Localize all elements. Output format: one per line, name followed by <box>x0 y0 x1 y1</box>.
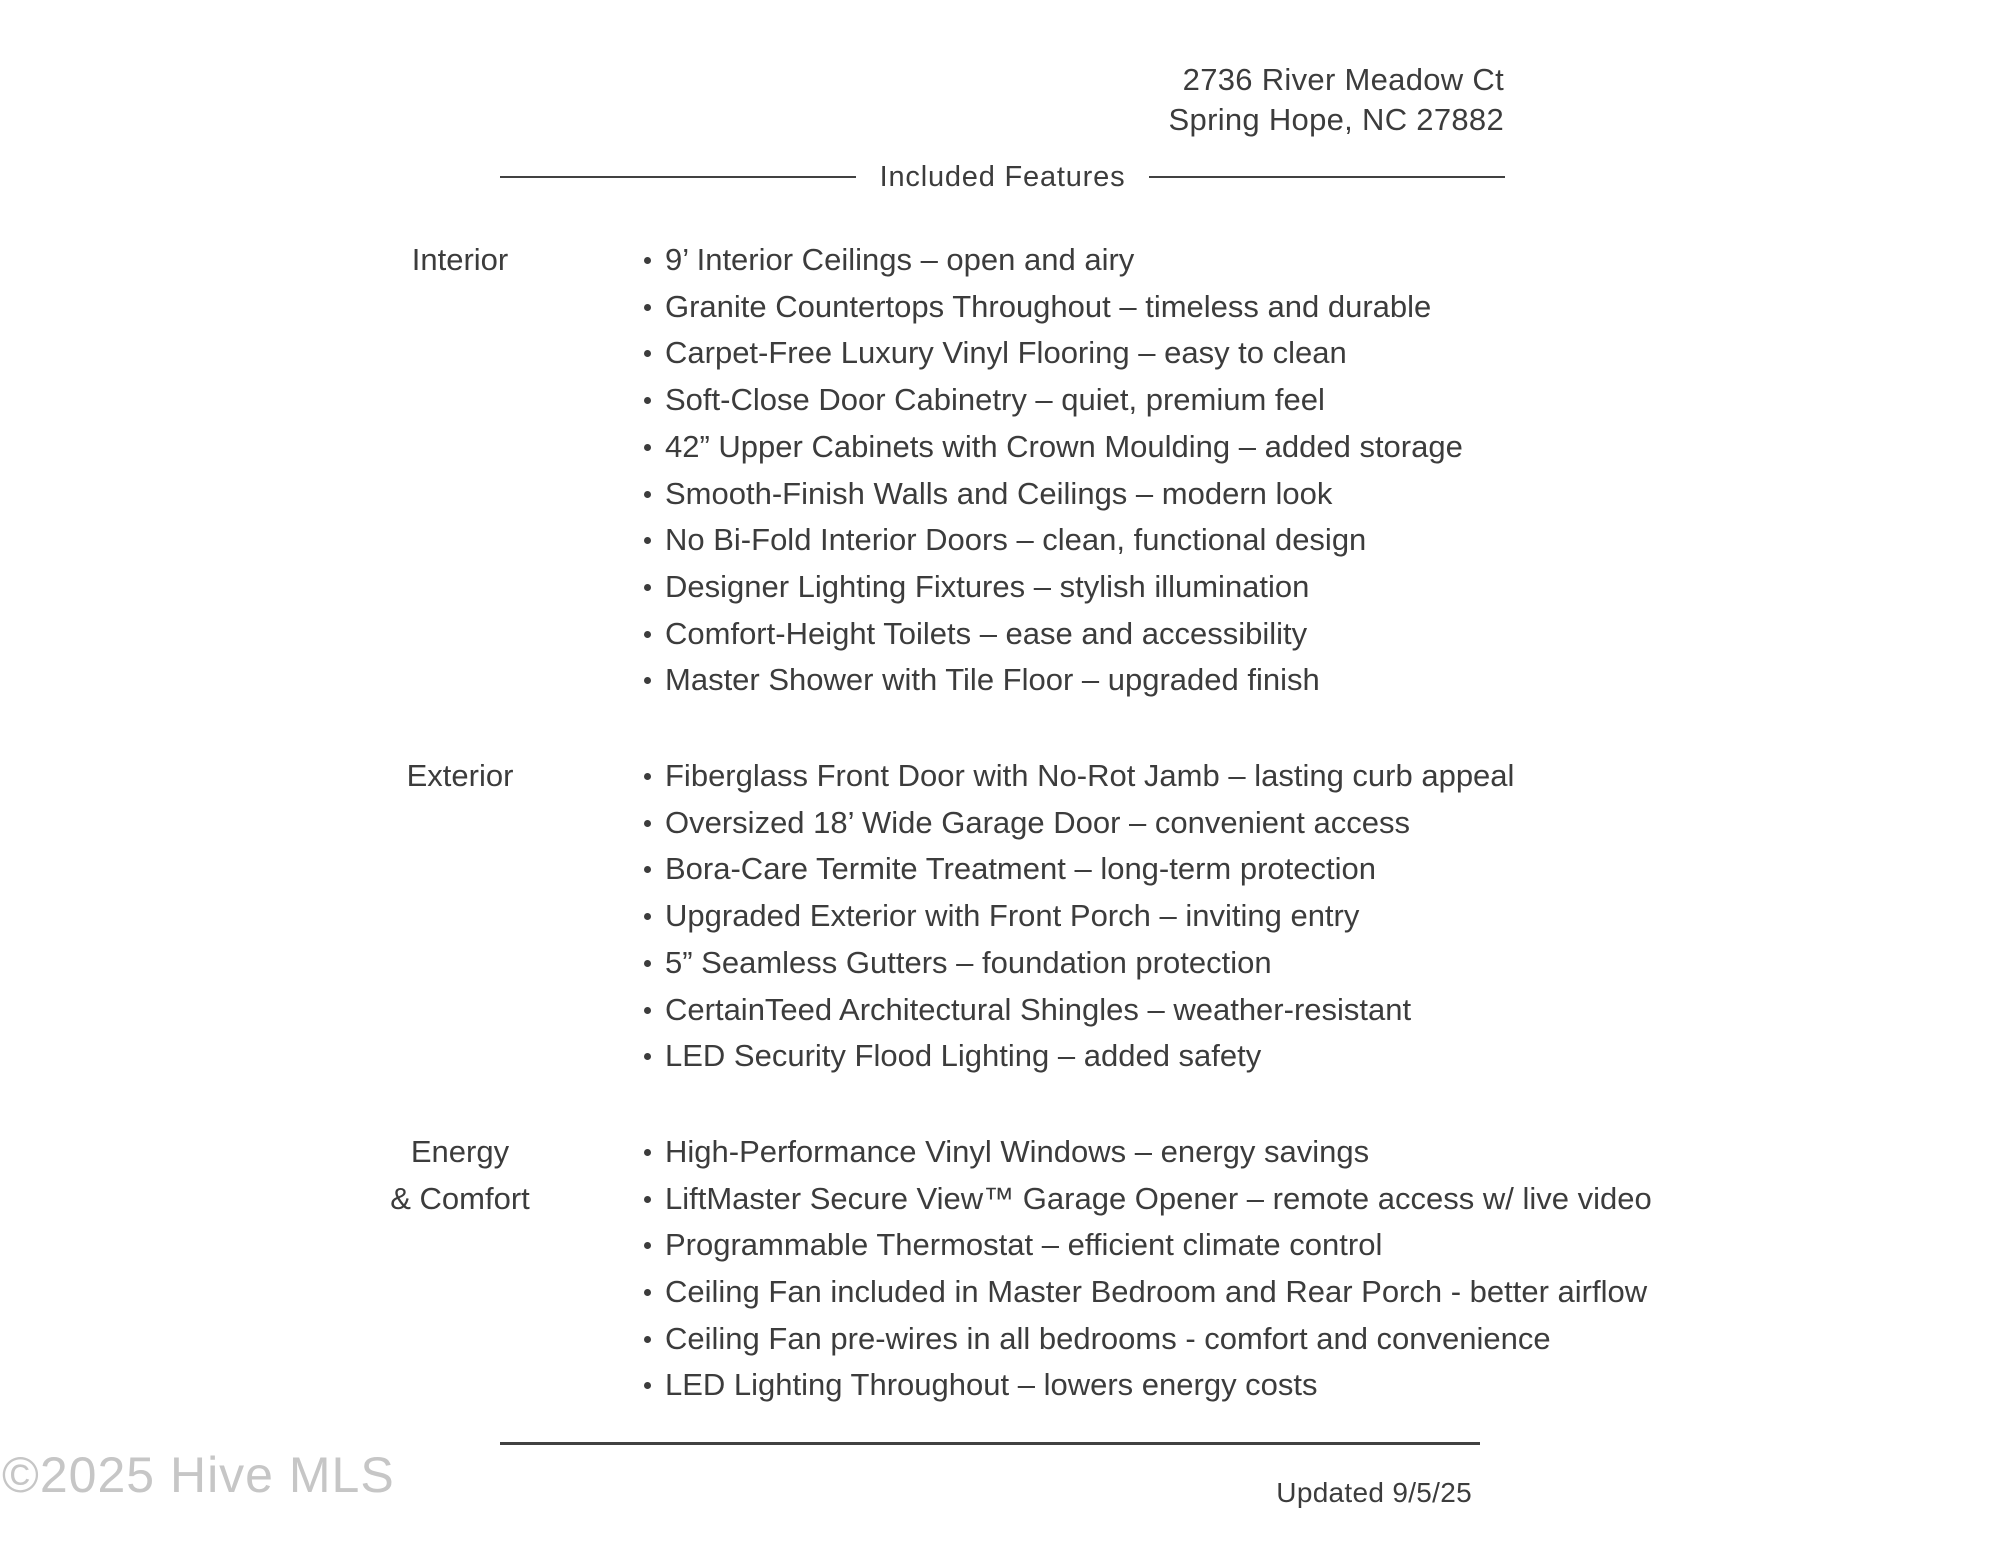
list-item <box>644 1269 1844 1316</box>
list-item <box>644 424 1844 471</box>
feature-text: 5” Seamless Gutters – foundation protection <box>665 944 1272 980</box>
feature-text: Ceiling Fan included in Master Bedroom and Rear Porch - better airflow <box>665 1274 1648 1310</box>
section-label-line: Exterior <box>406 758 514 794</box>
page-title: Included Features <box>879 160 1126 193</box>
feature-section <box>330 753 1890 1080</box>
bullet-icon <box>644 257 651 264</box>
address-line-2: Spring Hope, NC 27882 <box>1168 102 1504 137</box>
bullet-icon <box>644 1196 651 1203</box>
feature-text: High-Performance Vinyl Windows – energy savings <box>665 1133 1370 1169</box>
feature-text: Soft-Close Door Cabinetry – quiet, premium feel <box>665 382 1325 418</box>
list-item <box>644 940 1844 987</box>
list-item <box>644 1222 1844 1269</box>
feature-section <box>330 1129 1890 1409</box>
list-item <box>644 1316 1844 1363</box>
bullet-icon <box>644 444 651 451</box>
feature-section <box>330 237 1890 704</box>
bullet-icon <box>644 1382 651 1389</box>
section-header <box>500 162 1505 192</box>
feature-text: LiftMaster Secure View™ Garage Opener – remote access w/ live video <box>665 1180 1652 1216</box>
feature-text: Fiberglass Front Door with No-Rot Jamb – lasting curb appeal <box>665 758 1515 794</box>
list-item <box>644 284 1844 331</box>
bullet-icon <box>644 960 651 967</box>
feature-list <box>644 753 1844 1080</box>
list-item <box>644 893 1844 940</box>
feature-text: Bora-Care Termite Treatment – long-term protection <box>665 851 1377 887</box>
section-label <box>330 753 590 1080</box>
list-item <box>644 1129 1844 1176</box>
feature-text: CertainTeed Architectural Shingles – weather-resistant <box>665 991 1412 1027</box>
sections <box>330 237 1890 1458</box>
list-item <box>644 237 1844 284</box>
feature-text: Oversized 18’ Wide Garage Door – convenient access <box>665 804 1410 840</box>
bullet-icon <box>644 304 651 311</box>
feature-text: 9’ Interior Ceilings – open and airy <box>665 242 1135 277</box>
feature-text: Designer Lighting Fixtures – stylish illumination <box>665 568 1310 604</box>
header-rule-right <box>1149 176 1505 178</box>
bullet-icon <box>644 773 651 780</box>
list-item <box>644 1176 1844 1223</box>
feature-text: No Bi-Fold Interior Doors – clean, functional design <box>665 522 1367 558</box>
mls-watermark: ©2025 Hive MLS <box>2 1447 395 1503</box>
feature-text: Smooth-Finish Walls and Ceilings – modern look <box>665 475 1333 511</box>
feature-text: LED Lighting Throughout – lowers energy costs <box>665 1367 1318 1403</box>
bullet-icon <box>644 913 651 920</box>
bullet-icon <box>644 866 651 873</box>
header-rule-left <box>500 176 856 178</box>
list-item <box>644 330 1844 377</box>
bullet-icon <box>644 1242 651 1249</box>
list-item <box>644 753 1844 800</box>
address-line-1: 2736 River Meadow Ct <box>1182 62 1504 97</box>
list-item <box>644 657 1844 704</box>
bullet-icon <box>644 537 651 544</box>
section-label-line: & Comfort <box>390 1180 530 1216</box>
section-label <box>330 237 590 704</box>
bullet-icon <box>644 631 651 638</box>
feature-text: 42” Upper Cabinets with Crown Moulding – added storage <box>665 428 1463 464</box>
feature-list <box>644 1129 1844 1409</box>
bullet-icon <box>644 1289 651 1296</box>
bullet-icon <box>644 350 651 357</box>
property-address <box>1169 60 1504 140</box>
list-item <box>644 471 1844 518</box>
bullet-icon <box>644 1053 651 1060</box>
bullet-icon <box>644 584 651 591</box>
feature-list <box>644 237 1844 704</box>
list-item <box>644 1033 1844 1080</box>
bullet-icon <box>644 397 651 404</box>
list-item <box>644 377 1844 424</box>
bullet-icon <box>644 1149 651 1156</box>
feature-text: Carpet-Free Luxury Vinyl Flooring – easy to clean <box>665 335 1347 371</box>
bullet-icon <box>644 1007 651 1014</box>
bullet-icon <box>644 820 651 827</box>
bullet-icon <box>644 491 651 498</box>
section-label <box>330 1129 590 1409</box>
list-item <box>644 611 1844 658</box>
footer-rule <box>500 1442 1480 1445</box>
bullet-icon <box>644 677 651 684</box>
feature-text: Comfort-Height Toilets – ease and accessibility <box>665 615 1308 651</box>
feature-text: LED Security Flood Lighting – added safety <box>665 1038 1262 1074</box>
section-label-line: Interior <box>411 242 509 277</box>
list-item <box>644 800 1844 847</box>
list-item <box>644 987 1844 1034</box>
list-item <box>644 517 1844 564</box>
updated-date: Updated 9/5/25 <box>1276 1477 1472 1508</box>
feature-text: Programmable Thermostat – efficient climate control <box>665 1227 1383 1263</box>
list-item <box>644 846 1844 893</box>
list-item <box>644 1362 1844 1409</box>
list-item <box>644 564 1844 611</box>
bullet-icon <box>644 1336 651 1343</box>
feature-text: Upgraded Exterior with Front Porch – inviting entry <box>665 898 1360 934</box>
section-label-line: Energy <box>410 1133 510 1169</box>
feature-text: Master Shower with Tile Floor – upgraded finish <box>665 662 1320 698</box>
feature-text: Ceiling Fan pre-wires in all bedrooms - comfort and convenience <box>665 1320 1551 1356</box>
feature-text: Granite Countertops Throughout – timeless and durable <box>665 288 1432 324</box>
